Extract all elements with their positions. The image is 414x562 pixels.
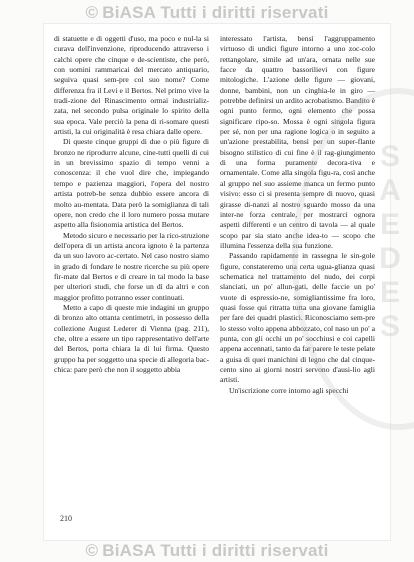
copyright-symbol: © <box>85 541 99 560</box>
copyright-banner-bottom <box>0 541 414 561</box>
copyright-text: BiASA Tutti i diritti riservati <box>102 541 329 560</box>
page-number: 210 <box>60 514 72 523</box>
copyright-symbol: © <box>85 3 99 22</box>
paragraph: Metodo sicuro e necessario per la rico-struzione dell'opera di un artista ancora ignoto è la partenza da un suo lavoro ac-certato. Nel caso nostro siamo in grado di fondare le nostre ricerche su più opere fir-mate dal Bertos e di creare in tal modo la base per ulteriori studi, che forse un dì da altri e con maggior profitto potranno esser continuati. <box>54 230 209 302</box>
paragraph: interessato l'artista, bensì l'aggruppamento virtuoso di undici figure intorno a uno zoc-colo rettangolare, simile ad un'ara, ornata nelle sue facce da quattro bassorilievi con figure mitologiche. L'azione delle figure — giovani, donne, bambini, non un cinghia-le in giro — potrebbe definirsi un ardito acrobatismo. Bandito è ogni punto fermo, ogni elemento che possa significare ripo-so. Mossa è ogni singola figura per sé, non per una ragione logica o in seguito a un'azione prestabilita, bensì per un super-flante bisogno stilistico di cui fine è il rag-giungimento di una forma puramente decora-tiva e ornamentale. Come alla singola figu-ra, così anche al gruppo nel suo assieme manca un fermo punto visivo: esso ci si presenta sempre di nuovo, quasi girasse di-nanzi al nostro sguardo mosso da una inter-ne forza centrale, per mostrarci ognora aspetti differenti e un centro di tavola — al quale scopo par sia stato anche idea-to — scopo che illumina l'essenza della sua funzione. <box>220 34 375 250</box>
paragraph: Metto a capo di queste mie indagini un gruppo di bronzo alto ottanta centimetri, in possesso della collezione August Lederer di Vienna (pag. 211), che, oltre a essere un tipo rappresentativo dell'arte del Bertos, porta chiara la di lui firma. Questo gruppo ha per soggetto una specie di allegoria bac-chica: pare però che non il soggetto abbia <box>54 302 209 374</box>
paragraph: Un'iscrizione corre intorno agli specchi <box>229 385 349 395</box>
paragraph: Di queste cinque gruppi di due o più figure di bronzo ne riprodurre alcune, cine-tutti quelli di cui in un brevissimo spazio di tempo venni a conoscenza: il che vuol dire che, impiegando tempo e pazienza maggiori, l'opera del nostro artista potreb-be senza dubbio essere ancora di molto au-mentata. Data però la somiglianza di tali opere, non credo che il loro numero possa mutare aspetto alla fisionomia artistica del Bertos. <box>54 137 209 230</box>
stamp-lettering: S A E D E S <box>379 140 401 343</box>
left-text-column <box>54 34 209 375</box>
paragraph: di statuette e di oggetti d'uso, ma poco e nul-la si curava dell'invenzione, riproducendo attraverso i calchi opere che cinque e de-scientiste, che però, con uomini rammaricai del mercato antiquario, seguiva quasi sem-pre col suo nome? Come differenza fra il Levi e il Bertos. Nel primo vive la tradi-zione del Rinascimento ormai industrializ-zata, nel secondo pulsa originale lo spirito della sua epoca. Vale perciò la pena di ri-somare questi artisti, la cui originalità è resa chiara dalle opere. <box>54 34 209 137</box>
copyright-banner-top <box>0 3 414 23</box>
copyright-text: BiASA Tutti i diritti riservati <box>102 3 329 22</box>
paragraph: Passando rapidamente in rassegna le sin-gole figure, constateremo una certa ugua-glianza quasi schematica nel trattamento del nudo, dei corpi slanciati, un po' allun-gati, delle faccie un po' vuote di espressio-ne, somigliantissime fra loro, quasi fosse qui ritratta tutta una giovane famiglia per fare dei quadri plastici. Riconosciamo sem-pre lo stesso volto appena abbozzato, col naso un po' a punta, con gli occhi un po' socchiusi e coi capelli appena accennati, tanto da far parere le teste pelate a guisa di quei manichini di legno che dal cinque-cento sino ai giorni nostri servono d'ausi-lio agli artisti. <box>220 251 375 385</box>
right-text-column <box>220 34 375 396</box>
scanned-page <box>44 24 390 540</box>
